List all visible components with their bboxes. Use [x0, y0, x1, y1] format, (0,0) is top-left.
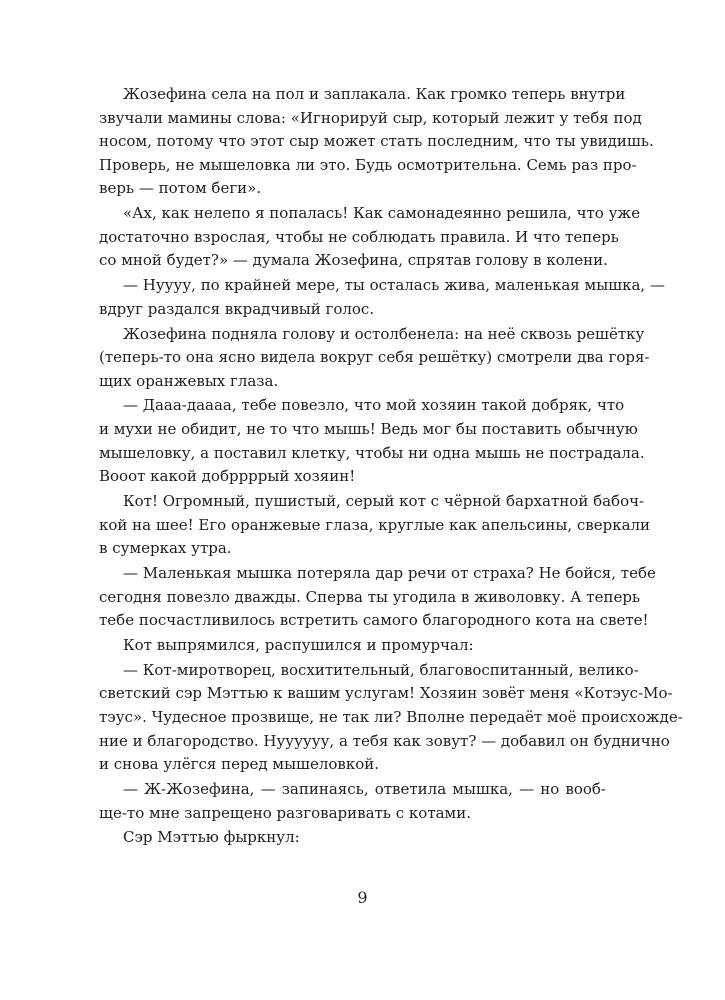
- text-line: тебе посчастливилось встретить самого благородного кота на свете!: [99, 611, 649, 630]
- paragraph: [99, 83, 654, 201]
- text-line: Жозефина подняла голову и остолбенела: на неё сквозь решётку: [123, 324, 645, 343]
- text-line: ние и благородство. Нуууууу, а тебя как зовут? — добавил он буднично: [99, 731, 670, 750]
- page-number: 9: [357, 888, 368, 907]
- text-line: сегодня повезло дважды. Сперва ты угодила в живоловку. А теперь: [99, 587, 641, 606]
- text-line: «Ах, как нелепо я попалась! Как самонадеянно решила, что уже: [123, 204, 641, 223]
- text-line: вдруг раздался вкрадчивый голос.: [99, 299, 375, 318]
- text-line: Вооот какой добррррый хозяин!: [99, 467, 356, 486]
- text-line: кой на шее! Его оранжевые глаза, круглые как апельсины, сверкали: [99, 515, 651, 534]
- text-line: — Ж-Жозефина, — запинаясь, ответила мышка, — но вооб-: [123, 779, 606, 798]
- text-line: верь — потом беги».: [99, 179, 262, 198]
- paragraph: [99, 394, 645, 488]
- text-line: светский сэр Мэттью к вашим услугам! Хозяин зовёт меня «Котэус-Мо-: [99, 684, 673, 703]
- text-line: со мной будет?» — думала Жозефина, спрятав голову в колени.: [99, 251, 608, 270]
- text-line: Кот выпрямился, распушился и промурчал:: [123, 635, 474, 654]
- text-line: носом, потому что этот сыр может стать последним, что ты увидишь.: [99, 132, 654, 151]
- text-line: звучали мамины слова: «Игнорируй сыр, который лежит у тебя под: [99, 108, 642, 127]
- text-line: ще-то мне запрещено разговаривать с котами.: [99, 803, 471, 822]
- paragraph: [99, 323, 650, 394]
- text-line: — Дааа-даааа, тебе повезло, что мой хозяин такой добряк, что: [123, 396, 625, 415]
- text-line: — Нуууу, по крайней мере, ты осталась жива, маленькая мышка, —: [123, 276, 665, 295]
- text-line: щих оранжевых глаза.: [99, 371, 279, 390]
- text-line: и мухи не обидит, не то что мышь! Ведь мог бы поставить обычную: [99, 420, 638, 439]
- text-line: мышеловку, а поставил клетку, чтобы ни одна мышь не пострадала.: [99, 443, 645, 462]
- text-line: Жозефина села на пол и заплакала. Как громко теперь внутри: [123, 85, 626, 103]
- text-line: (теперь-то она ясно видела вокруг себя решётку) смотрели два горя-: [99, 348, 650, 367]
- text-line: в сумерках утра.: [99, 539, 232, 558]
- body-text: [99, 83, 683, 851]
- paragraph: [99, 202, 641, 273]
- paragraph: [99, 659, 683, 777]
- paragraph: [99, 634, 606, 658]
- text-line: — Маленькая мышка потеряла дар речи от страха? Не бойся, тебе: [123, 564, 656, 582]
- paragraph: [99, 274, 665, 321]
- paragraph: [99, 490, 651, 561]
- text-line: — Кот-миротворец, восхитительный, благовоспитанный, велико-: [123, 660, 639, 679]
- text-line: тэус». Чудесное прозвище, не так ли? Вполне передаёт моё происхожде-: [99, 707, 683, 726]
- paragraph: [99, 778, 606, 825]
- paragraph: [99, 562, 656, 633]
- text-line: Сэр Мэттью фыркнул:: [123, 828, 300, 847]
- text-line: и снова улёгся перед мышеловкой.: [99, 755, 380, 774]
- text-line: Кот! Огромный, пушистый, серый кот с чёрной бархатной бабоч-: [123, 492, 645, 511]
- text-line: достаточно взрослая, чтобы не соблюдать правила. И что теперь: [99, 227, 619, 246]
- paragraph: [99, 826, 606, 850]
- text-line: Проверь, не мышеловка ли это. Будь осмотрительна. Семь раз про-: [99, 155, 637, 174]
